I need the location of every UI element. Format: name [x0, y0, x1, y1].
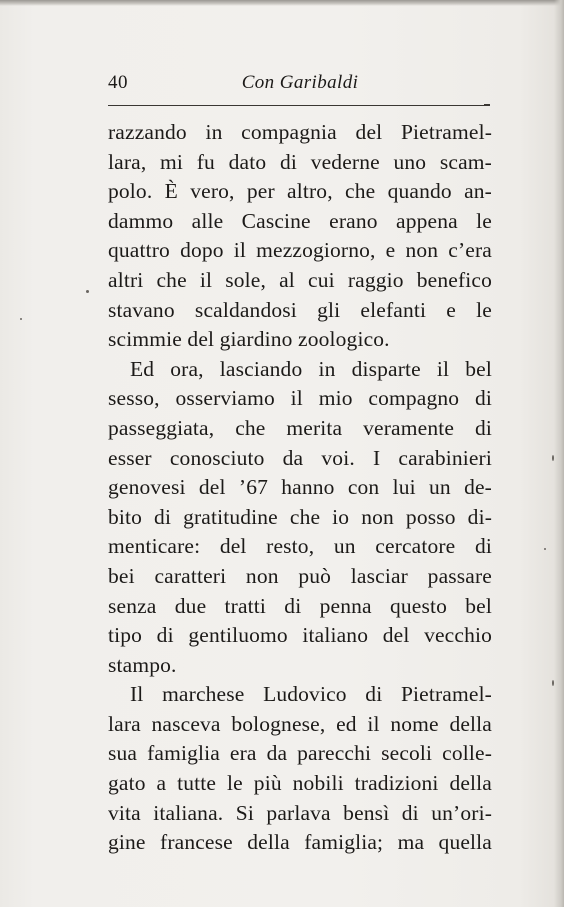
page-right-edge	[554, 0, 564, 907]
page-header	[108, 72, 492, 102]
text-line: sesso, osserviamo il mio compagno di	[108, 386, 492, 411]
body-text	[108, 118, 492, 858]
text-line: tipo di gentiluomo italiano del vecchio	[108, 623, 492, 648]
text-line: menticare: del resto, un cercatore di	[108, 534, 492, 559]
running-title: Con Garibaldi	[241, 72, 359, 93]
ink-speck	[20, 318, 22, 320]
text-line: sua famiglia era da parecchi secoli colle-	[108, 741, 492, 766]
text-line: quattro dopo il mezzogiorno, e non c’era	[108, 238, 492, 263]
text-line: altri che il sole, al cui raggio benefico	[108, 267, 492, 292]
text-line: senza due tratti di penna questo bel	[108, 593, 492, 618]
page-number: 40	[108, 72, 128, 93]
text-line: lara, mi fu dato di vederne uno scam-	[108, 149, 492, 174]
text-line: razzando in compagnia del Pietramel-	[108, 120, 492, 144]
text-line: polo. È vero, per altro, che quando an-	[108, 179, 492, 204]
text-line: bito di gratitudine che io non posso di-	[108, 504, 492, 529]
text-line: scimmie del giardino zoologico.	[108, 327, 390, 352]
ink-speck	[86, 290, 89, 293]
text-line: dammo alle Cascine erano appena le	[108, 208, 492, 233]
text-line: gato a tutte le più nobili tradizioni della	[108, 771, 492, 796]
text-line: esser conosciuto da voi. I carabinieri	[108, 445, 492, 470]
text-line: stavano scaldandosi gli elefanti e le	[108, 297, 492, 322]
text-line: Ed ora, lasciando in disparte il bel	[130, 356, 492, 381]
text-line: stampo.	[108, 652, 177, 677]
header-rule-end	[484, 104, 490, 106]
text-line: bei caratteri non può lasciar passare	[108, 563, 492, 588]
text-line: gine francese della famiglia; ma quella	[108, 830, 492, 855]
ink-speck	[552, 680, 554, 686]
ink-speck	[552, 455, 554, 461]
header-rule	[108, 105, 484, 106]
ink-speck	[544, 548, 546, 550]
page-top-edge	[0, 0, 564, 6]
text-line: genovesi del ’67 hanno con lui un de-	[108, 475, 492, 500]
text-line: lara nasceva bolognese, ed il nome della	[108, 711, 492, 736]
text-line: vita italiana. Si parlava bensì di un’ori-	[108, 800, 492, 825]
text-line: Il marchese Ludovico di Pietramel-	[130, 682, 492, 707]
text-line: passeggiata, che merita veramente di	[108, 415, 492, 440]
